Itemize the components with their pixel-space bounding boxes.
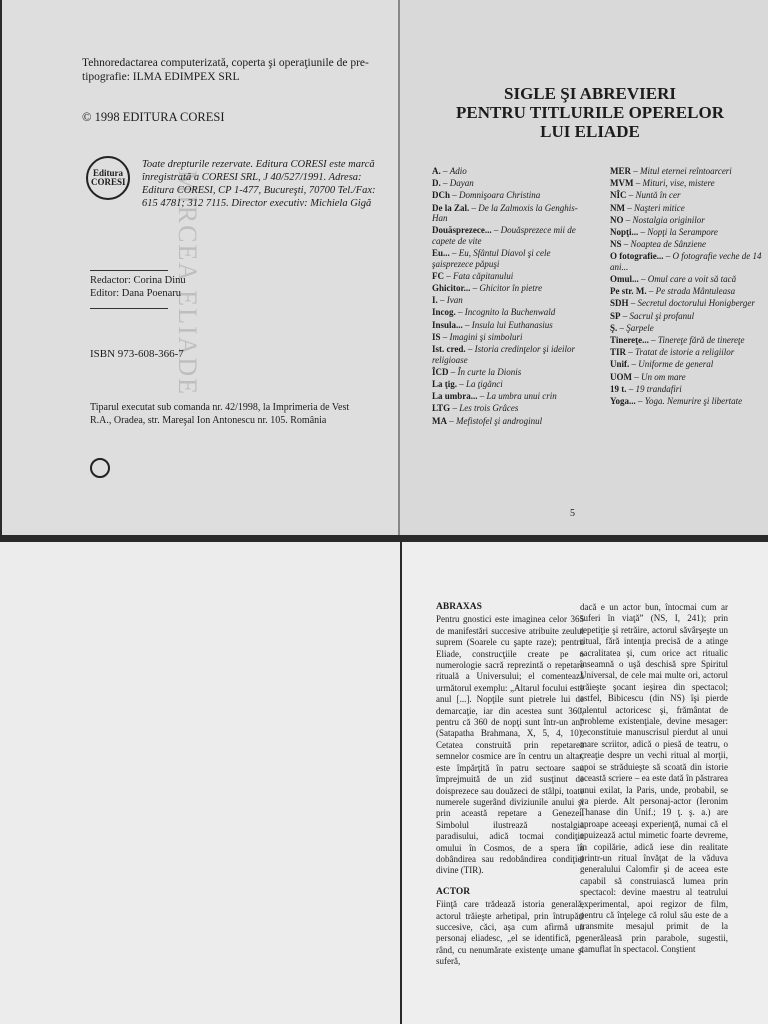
abbreviation-dash: – bbox=[440, 331, 450, 342]
abbreviation-dash: – bbox=[628, 298, 638, 309]
copyright-text: © 1998 EDITURA CORESI bbox=[82, 110, 225, 124]
abbreviation-entry bbox=[432, 320, 588, 331]
abbreviation-title: Imagini şi simboluri bbox=[449, 331, 523, 342]
abbreviation-dash: – bbox=[491, 225, 501, 236]
abbreviation-title: Mituri, vise, mistere bbox=[642, 178, 715, 189]
abbreviation-title: Istoria credinţelor şi ideilor religioase bbox=[432, 344, 576, 365]
abbreviation-entry bbox=[432, 190, 588, 201]
isbn-text: ISBN 973-608-366-7 bbox=[90, 348, 184, 360]
abbreviation-title: Ghicitor în pietre bbox=[479, 283, 543, 294]
publisher-logo bbox=[86, 156, 130, 200]
abbreviation-code: SP bbox=[610, 310, 621, 321]
divider bbox=[90, 308, 168, 309]
rights-text: Toate drepturile rezervate. Editura CORESI este marcă înregistrată a CORESI SRL, J 40/527/1991. Adresa: Editura CORESI, CP 1-477, Bucureşti, 70700 Tel./Fax: 615 4781; 312 7115. Director executiv: Michiela Gigă bbox=[142, 159, 376, 209]
abbreviation-title: Les trois Grâces bbox=[459, 403, 519, 414]
abbreviation-dash: – bbox=[444, 270, 453, 281]
abbreviation-code: Pe str. M. bbox=[610, 286, 647, 297]
abbreviation-entry bbox=[432, 248, 588, 269]
abbreviation-dash: – bbox=[626, 383, 636, 394]
abbreviation-code: Omul... bbox=[610, 274, 639, 285]
abbreviation-entry bbox=[610, 347, 766, 358]
abbreviation-code: Insula... bbox=[432, 319, 463, 330]
abbreviation-title: Insula lui Euthanasius bbox=[471, 319, 553, 330]
abbreviation-entry bbox=[432, 403, 588, 414]
abbreviation-entry bbox=[432, 295, 588, 306]
abbreviation-title: Nopţi la Serampore bbox=[647, 226, 718, 237]
abbreviation-dash: – bbox=[469, 202, 479, 213]
abbreviation-title: În curte la Dionis bbox=[457, 366, 522, 377]
abbreviation-title: Tratat de istorie a religiilor bbox=[635, 347, 735, 358]
entry-heading: ABRAXAS bbox=[436, 602, 482, 612]
abbreviation-title: Adio bbox=[449, 166, 467, 176]
abbreviation-entry bbox=[432, 367, 588, 378]
abbreviation-code: La umbra... bbox=[432, 391, 478, 402]
abbreviation-dash: – bbox=[638, 274, 648, 285]
abbreviation-entry bbox=[610, 166, 766, 177]
abbreviation-dash: – bbox=[617, 322, 627, 333]
abbreviation-entry bbox=[610, 372, 766, 383]
printer-mark-icon bbox=[90, 458, 110, 478]
abbreviation-dash: – bbox=[646, 286, 656, 297]
abbreviation-entry bbox=[610, 215, 766, 226]
abbreviation-title: Dayan bbox=[449, 178, 474, 189]
abbreviation-entry bbox=[610, 251, 766, 272]
abbreviation-dash: – bbox=[455, 307, 465, 318]
abbreviation-code: I. bbox=[432, 295, 438, 306]
abbreviation-entry bbox=[432, 307, 588, 318]
abbreviation-dash: – bbox=[440, 178, 450, 189]
abbreviation-code: Yoga... bbox=[610, 395, 636, 406]
abbreviation-code: Incog. bbox=[432, 307, 456, 318]
abbreviation-entry bbox=[432, 416, 588, 427]
abbreviation-code: NÎC bbox=[610, 190, 627, 201]
abbreviation-entry bbox=[432, 283, 588, 294]
abbreviation-entry bbox=[610, 239, 766, 250]
text-column-1 bbox=[436, 602, 584, 968]
abbreviation-dash: – bbox=[440, 166, 450, 176]
abbreviation-dash: – bbox=[465, 344, 475, 355]
abbreviation-entry bbox=[432, 332, 588, 343]
abbreviation-title: Mitul eternei reîntoarceri bbox=[640, 166, 732, 176]
abbreviation-title: Nostalgia originilor bbox=[632, 214, 705, 225]
abbreviation-title: Nuntă în cer bbox=[635, 190, 681, 201]
abbreviation-dash: – bbox=[462, 319, 472, 330]
dictionary-page bbox=[402, 542, 768, 1024]
abbreviation-entry bbox=[432, 203, 588, 224]
title-line-1: SIGLE ŞI ABREVIERI bbox=[504, 84, 676, 103]
abbreviation-code: Tinereţe... bbox=[610, 335, 649, 346]
abbreviation-entry bbox=[432, 379, 588, 390]
editor-1: Redactor: Corina Dinu bbox=[90, 275, 186, 286]
abbreviation-title: Pe strada Mântuleasa bbox=[655, 286, 736, 297]
abbreviation-entry bbox=[610, 274, 766, 285]
abbreviation-dash: – bbox=[663, 251, 673, 262]
abbreviation-dash: – bbox=[638, 226, 648, 237]
abbreviation-title: Sacrul şi profanul bbox=[629, 310, 695, 321]
abbreviation-dash: – bbox=[632, 371, 641, 382]
abbreviation-code: La ţig. bbox=[432, 379, 458, 389]
abbreviation-title: La umbra unui crin bbox=[486, 391, 557, 402]
abbreviation-title: Noaptea de Sânziene bbox=[630, 239, 707, 250]
abbreviation-dash: – bbox=[625, 202, 634, 213]
abbreviation-dash: – bbox=[450, 403, 460, 414]
abbreviation-code: A. bbox=[432, 166, 441, 176]
abbreviation-code: MVM bbox=[610, 178, 634, 189]
abbreviation-code: O fotografie... bbox=[610, 251, 664, 262]
abbreviation-code: MER bbox=[610, 166, 631, 176]
abbreviation-code: NM bbox=[610, 202, 625, 213]
abbreviation-entry bbox=[432, 178, 588, 189]
abbreviation-title: Douăsprezece mii de capete de vite bbox=[432, 225, 576, 246]
editor-2: Editor: Dana Poenaru bbox=[90, 288, 181, 299]
abbreviation-code: FC bbox=[432, 270, 444, 281]
imprint-page bbox=[2, 0, 398, 535]
abbreviation-code: DCh bbox=[432, 190, 451, 201]
abbreviation-entry bbox=[610, 396, 766, 407]
abbreviation-dash: – bbox=[626, 347, 636, 358]
abbreviation-code: NO bbox=[610, 214, 624, 225]
abbreviation-title: Tinereţe fără de tinereţe bbox=[657, 335, 745, 346]
abbreviation-dash: – bbox=[437, 295, 447, 306]
entry-text: Fiinţă care trădează istoria generală, actorul trăieşte arhetipal, prin întrupări succesive, căci, aşa cum afirmă un personaj eliadesc, „el se identifică, pe rând, cu nenumărate existenţe umane şi suferă, bbox=[436, 899, 584, 967]
abbreviation-entry bbox=[432, 166, 588, 177]
abbreviation-entry bbox=[432, 225, 588, 246]
abbreviation-dash: – bbox=[635, 395, 645, 406]
abbreviation-title: Uniforme de general bbox=[638, 359, 714, 370]
abbreviation-entry bbox=[610, 178, 766, 189]
abbreviation-title: 19 trandafiri bbox=[635, 383, 682, 394]
abbreviation-title: Incognito la Buchenwald bbox=[464, 307, 556, 318]
abbreviation-entry bbox=[432, 271, 588, 282]
abbreviation-code: NS bbox=[610, 239, 622, 250]
abbreviation-title: Secretul doctorului Honigberger bbox=[637, 298, 755, 309]
abbreviation-entry bbox=[610, 286, 766, 297]
page-number: 5 bbox=[570, 508, 575, 519]
title-line-2: PENTRU TITLURILE OPERELOR bbox=[456, 103, 724, 122]
abbreviation-entry bbox=[610, 203, 766, 214]
divider bbox=[90, 270, 168, 271]
abbreviation-title: Yoga. Nemurire şi libertate bbox=[644, 395, 743, 406]
abbreviation-code: Ş. bbox=[610, 322, 618, 333]
abbreviation-entry bbox=[610, 298, 766, 309]
title-line-3: LUI ELIADE bbox=[540, 122, 640, 141]
abbreviation-entry bbox=[610, 311, 766, 322]
bleed-through-text: MIRCEA ELIADE bbox=[173, 170, 202, 397]
staff-block bbox=[90, 274, 186, 300]
entry-text: dacă e un actor bun, întocmai cum ar suferi în viaţă” (NS, I, 241); prin repetiţie şi retrăire, actorul săvârşeşte un ritual, fără intenţia precisă de a atinge sacralitatea şi, cum orice act ritualic înseamnă o uşă deschisă spre Spiritul Universal, de cele mai multe ori, actorul trăieşte şocant ieşirea din spectacol; astfel, Bibicescu (din NS) îşi pierde talentul actoricesc şi, frământat de probleme existenţiale, devine mesager: reconstituie manuscrisul pierdut al unui mare scriitor, adică o piesă de teatru, o creaţie despre un vechi ritual al morţii, apoi se străduieşte să scoată din istorie această scriere – ea este dată în păstrarea unui exilat, la Paris, unde, probabil, se va pierde. Alt personaj-actor (Ieronim Thanase din Unif.; 19 ţ. ş. a.) are aproape aceeaşi experienţă, numai că el epuizează actul mimetic foarte devreme, în copilărie, adică iese din realitate printr-un ritual învăţat de la văduva generalului Calomfir şi de aceea este capabil să construiască lumea prin spectacol: devine maestru al teatrului experimental, apoi regizor de film, pentru că înţelege că rolul său este de a transmite mesajul primit de la generăleasă prin parabole, sugestii, camuflat în spectacol. Conştient bbox=[580, 602, 728, 955]
abbreviation-title: Fata căpitanului bbox=[453, 270, 514, 281]
abbreviation-code: ÎCD bbox=[432, 366, 449, 377]
abbreviation-title: O fotografie veche de 14 ani... bbox=[610, 251, 762, 272]
abbreviation-dash: – bbox=[477, 391, 487, 402]
abbreviation-title: Un om mare bbox=[641, 371, 686, 382]
abbreviation-code: TIR bbox=[610, 347, 627, 358]
abbreviation-dash: – bbox=[450, 190, 460, 201]
abbreviation-code: IS bbox=[432, 331, 441, 342]
abbreviation-entry bbox=[610, 359, 766, 370]
abbreviation-code: SDH bbox=[610, 298, 629, 309]
abbreviation-dash: – bbox=[629, 359, 639, 370]
text-column-2 bbox=[580, 602, 728, 956]
abbreviation-dash: – bbox=[621, 239, 631, 250]
abbreviation-dash: – bbox=[447, 415, 456, 426]
page-title bbox=[420, 84, 760, 141]
abbreviation-entry bbox=[610, 227, 766, 238]
abbreviation-list-right bbox=[610, 166, 766, 408]
abbreviation-dash: – bbox=[449, 248, 459, 259]
blank-page bbox=[0, 542, 400, 1024]
abbreviation-dash: – bbox=[620, 310, 630, 321]
abbreviation-entry bbox=[432, 391, 588, 402]
abbreviation-title: La ţigănci bbox=[466, 379, 503, 389]
abbreviation-code: Ist. cred. bbox=[432, 344, 466, 355]
abbreviation-dash: – bbox=[470, 283, 480, 294]
abbreviation-dash: – bbox=[457, 379, 467, 389]
abbreviation-title: De la Zalmoxis la Genghis-Han bbox=[432, 202, 578, 224]
abbreviations-page bbox=[400, 0, 768, 535]
printing-info: Tiparul executat sub comanda nr. 42/1998, la Imprimeria de Vest R.A., Oradea, str. Mareşal Ion Antonescu nr. 105. România bbox=[90, 402, 350, 426]
abbreviation-title: Şarpele bbox=[626, 322, 654, 333]
abbreviation-entry bbox=[432, 344, 588, 365]
logo-text: Editura CORESI bbox=[91, 168, 126, 187]
abbreviation-code: D. bbox=[432, 178, 441, 189]
abbreviation-code: UOM bbox=[610, 371, 632, 382]
abbreviation-entry bbox=[610, 384, 766, 395]
abbreviation-code: MA bbox=[432, 415, 447, 426]
entry-heading: ACTOR bbox=[436, 886, 471, 897]
abbreviation-title: Mefistofel şi androginul bbox=[456, 415, 543, 426]
abbreviation-entry bbox=[610, 190, 766, 201]
abbreviation-dash: – bbox=[623, 214, 633, 225]
abbreviation-dash: – bbox=[648, 335, 658, 346]
abbreviation-code: 19 t. bbox=[610, 383, 627, 394]
abbreviation-dash: – bbox=[448, 366, 458, 377]
abbreviation-code: Ghicitor... bbox=[432, 283, 471, 294]
abbreviation-entry bbox=[610, 335, 766, 346]
abbreviation-code: Eu... bbox=[432, 248, 450, 259]
abbreviation-list-left bbox=[432, 166, 588, 428]
abbreviation-dash: – bbox=[626, 190, 636, 201]
abbreviation-dash: – bbox=[633, 178, 643, 189]
credits-text: Tehnoredactarea computerizată, coperta şi operaţiunile de pre-tipografie: ILMA EDIMPEX SRL bbox=[82, 57, 369, 83]
abbreviation-code: Nopţi... bbox=[610, 226, 639, 237]
abbreviation-title: Domnişoara Christina bbox=[459, 190, 541, 201]
abbreviation-title: Ivan bbox=[446, 295, 463, 306]
abbreviation-code: LTG bbox=[432, 403, 451, 414]
abbreviation-title: Omul care a voit să tacă bbox=[647, 274, 737, 285]
abbreviation-title: Eu, Sfântul Diavol şi cele şaisprezece păpuşi bbox=[432, 248, 551, 269]
abbreviation-title: Naşteri mitice bbox=[634, 202, 685, 213]
abbreviation-code: Unif. bbox=[610, 359, 630, 370]
abbreviation-entry bbox=[610, 323, 766, 334]
abbreviation-dash: – bbox=[631, 166, 640, 176]
abbreviation-code: Douăsprezece... bbox=[432, 225, 492, 236]
abbreviation-code: De la Zal. bbox=[432, 202, 470, 213]
entry-text: Pentru gnostici este imaginea celor 365 de manifestări succesive atribuite zeului suprem (Soarele cu şapte raze); pentru Eliade, construcţiile create pe o numerologie sacră reprezintă o repetare rituală a Universului; el comentează următorul exemplu: „Altarul focului este anul [...]. Nopţile sunt pietrele lui de demarcaţie, iar din acestea sunt 360, pentru că 360 de nopţi sunt într-un an” (Satapatha Brahmana, X, 5, 4, 10). Cetatea construită prin repetarea semnelor cosmice are în centru un altar, este împărţită în patru sectoare sau împrejmuită de un zid susţinut de doisprezece sau douăzeci de stâlpi, toate numerele sugerând diviziunile anului şi prin această repetare a Genezei. Simbolul ilustrează nostalgia paradisului, adică tocmai condiţia omului în Cosmos, de a spera în dobândirea sau redobândirea condiţiei divine (TIR). bbox=[436, 614, 584, 876]
